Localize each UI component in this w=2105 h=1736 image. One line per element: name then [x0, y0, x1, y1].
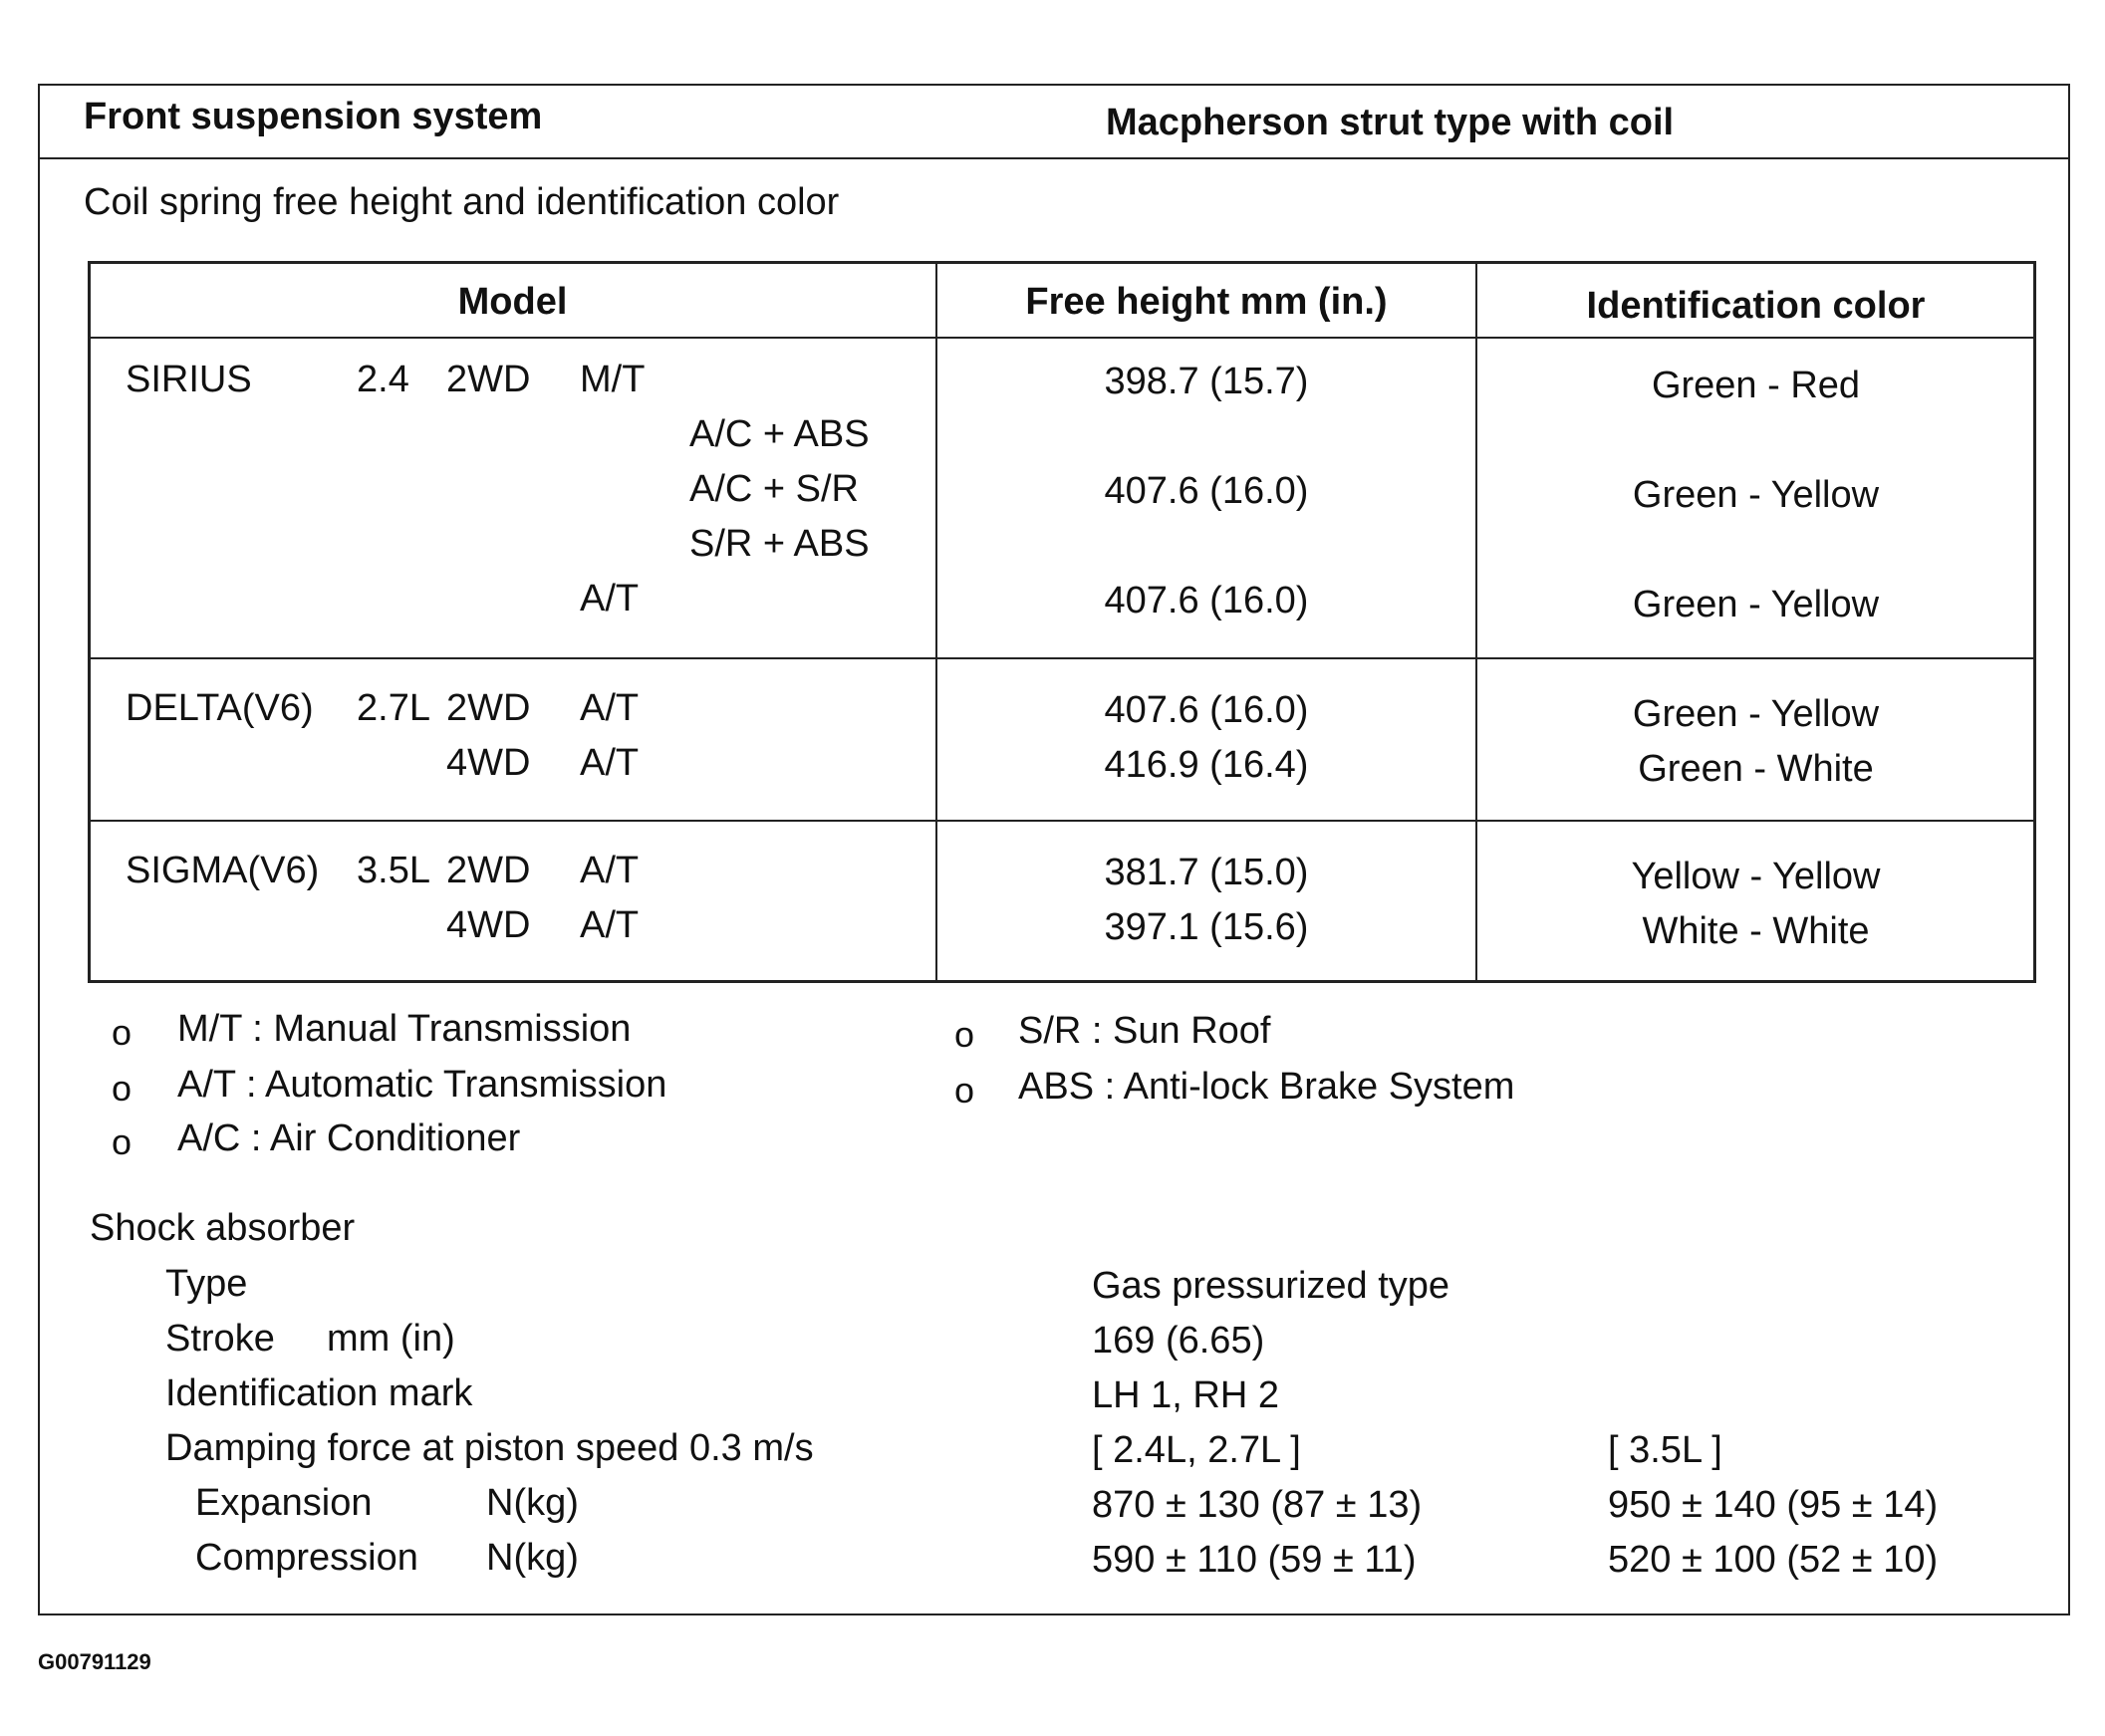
- compression-value-b: 520 ± 100 (52 ± 10): [1608, 1539, 1939, 1581]
- damping-col-a: [ 2.4L, 2.7L ]: [1092, 1429, 1301, 1471]
- table-cell-free-height: 407.6 (16.0): [1104, 580, 1309, 621]
- table-cell-model: SIRIUS: [126, 359, 252, 400]
- table-cell-drive: 2WD: [446, 359, 531, 400]
- compression-unit: N(kg): [486, 1537, 579, 1579]
- legend-bullet: o: [112, 1121, 132, 1162]
- col-header-id-color: Identification color: [1586, 285, 1926, 327]
- legend-bullet: o: [954, 1014, 975, 1055]
- damping-label: Damping force at piston speed 0.3 m/s: [165, 1427, 814, 1469]
- shock-stroke-value: 169 (6.65): [1092, 1320, 1265, 1362]
- table-cell-color: Green - Yellow: [1632, 693, 1880, 735]
- table-cell-option: A/C + S/R: [689, 468, 859, 510]
- table-cell-color: Green - Yellow: [1632, 584, 1880, 625]
- col-header-free-height: Free height mm (in.): [1025, 281, 1388, 323]
- table-cell-color: Green - White: [1638, 748, 1874, 790]
- table-cell-free-height: 407.6 (16.0): [1104, 689, 1309, 731]
- table-cell-trans: A/T: [580, 904, 640, 946]
- table-group-rule-2: [88, 820, 2036, 822]
- table-header-rule: [88, 337, 2036, 339]
- table-cell-free-height: 407.6 (16.0): [1104, 470, 1309, 512]
- table-cell-free-height: 416.9 (16.4): [1104, 744, 1309, 786]
- table-cell-trans: A/T: [580, 850, 640, 891]
- header-divider: [38, 157, 2070, 159]
- table-cell-color: White - White: [1642, 910, 1870, 952]
- table-group-rule-1: [88, 657, 2036, 659]
- expansion-value-b: 950 ± 140 (95 ± 14): [1608, 1484, 1939, 1526]
- legend-item: M/T : Manual Transmission: [177, 1008, 632, 1050]
- table-cell-drive: 4WD: [446, 904, 531, 946]
- table-cell-option: A/C + ABS: [689, 413, 870, 455]
- expansion-value-a: 870 ± 130 (87 ± 13): [1092, 1484, 1423, 1526]
- expansion-unit: N(kg): [486, 1482, 579, 1524]
- table-cell-trans: M/T: [580, 359, 646, 400]
- legend-item: A/T : Automatic Transmission: [177, 1064, 667, 1106]
- table-cell-color: Green - Red: [1651, 365, 1861, 406]
- legend-bullet: o: [954, 1070, 975, 1111]
- table-cell-drive: 2WD: [446, 687, 531, 729]
- shock-mark-label: Identification mark: [165, 1372, 473, 1414]
- table-cell-color: Green - Yellow: [1632, 474, 1880, 516]
- table-cell-engine: 2.4: [357, 359, 409, 400]
- table-cell-color: Yellow - Yellow: [1631, 856, 1881, 897]
- shock-stroke-label: Stroke: [165, 1318, 275, 1360]
- table-cell-drive: 2WD: [446, 850, 531, 891]
- table-cell-trans: A/T: [580, 578, 640, 620]
- table-cell-trans: A/T: [580, 742, 640, 784]
- table-cell-engine: 3.5L: [357, 850, 430, 891]
- legend-item: ABS : Anti-lock Brake System: [1018, 1066, 1515, 1108]
- table-cell-engine: 2.7L: [357, 687, 430, 729]
- legend-item: A/C : Air Conditioner: [177, 1117, 521, 1159]
- compression-label: Compression: [195, 1537, 418, 1579]
- table-cell-free-height: 381.7 (15.0): [1104, 852, 1309, 893]
- table-cell-trans: A/T: [580, 687, 640, 729]
- table-cell-free-height: 398.7 (15.7): [1104, 361, 1309, 402]
- shock-type-label: Type: [165, 1263, 248, 1305]
- legend-bullet: o: [112, 1068, 132, 1109]
- compression-value-a: 590 ± 110 (59 ± 11): [1092, 1539, 1417, 1581]
- damping-col-b: [ 3.5L ]: [1608, 1429, 1722, 1471]
- table-cell-model: SIGMA(V6): [126, 850, 320, 891]
- table-cell-model: DELTA(V6): [126, 687, 314, 729]
- legend-item: S/R : Sun Roof: [1018, 1010, 1271, 1052]
- shock-type-value: Gas pressurized type: [1092, 1265, 1450, 1307]
- legend-bullet: o: [112, 1012, 132, 1053]
- expansion-label: Expansion: [195, 1482, 373, 1524]
- shock-mark-value: LH 1, RH 2: [1092, 1374, 1279, 1416]
- system-value: Macpherson strut type with coil: [1106, 102, 1675, 143]
- system-label: Front suspension system: [84, 96, 543, 137]
- col-header-model: Model: [457, 281, 568, 323]
- shock-stroke-unit: mm (in): [327, 1318, 455, 1360]
- coil-section-title: Coil spring free height and identification color: [84, 181, 840, 223]
- table-cell-option: S/R + ABS: [689, 523, 870, 565]
- table-cell-free-height: 397.1 (15.6): [1104, 906, 1309, 948]
- figure-code: G00791129: [38, 1649, 151, 1674]
- shock-title: Shock absorber: [90, 1207, 356, 1249]
- table-cell-drive: 4WD: [446, 742, 531, 784]
